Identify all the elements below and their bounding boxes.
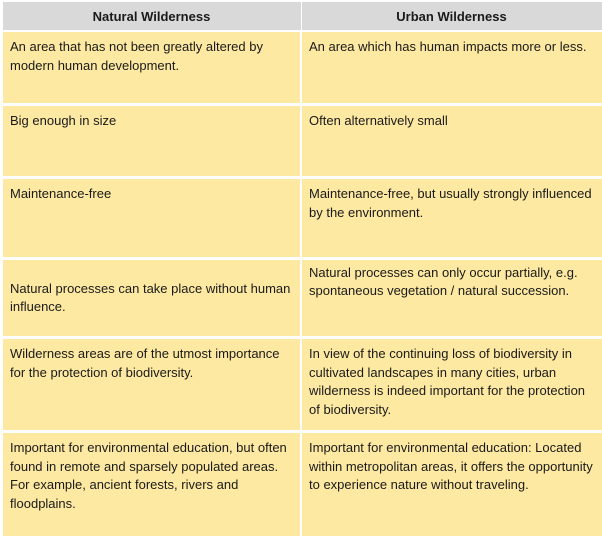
urban-cell: Natural processes can only occur partially, e.g. spontaneous vegetation / natural succession. bbox=[301, 258, 602, 338]
table-row bbox=[2, 258, 602, 338]
comparison-table bbox=[1, 1, 602, 539]
header-urban-wilderness: Urban Wilderness bbox=[301, 2, 602, 32]
urban-cell: Maintenance-free, but usually strongly influenced by the environment. bbox=[301, 178, 602, 259]
natural-cell: Important for environmental education, but often found in remote and sparsely populated areas. For example, ancient forests, rivers and floodplains. bbox=[2, 432, 301, 538]
natural-cell: Big enough in size bbox=[2, 104, 301, 178]
urban-cell: Important for environmental education: Located within metropolitan areas, it offers the opportunity to experience nature without traveling. bbox=[301, 432, 602, 538]
natural-cell: Maintenance-free bbox=[2, 178, 301, 259]
natural-cell: Wilderness areas are of the utmost importance for the protection of biodiversity. bbox=[2, 338, 301, 432]
natural-cell: An area that has not been greatly altered by modern human development. bbox=[2, 31, 301, 104]
table-row bbox=[2, 338, 602, 432]
urban-cell: In view of the continuing loss of biodiversity in cultivated landscapes in many cities, urban wilderness is indeed important for the protection of biodiversity. bbox=[301, 338, 602, 432]
natural-cell: Natural processes can take place without human influence. bbox=[2, 258, 301, 338]
table-row bbox=[2, 178, 602, 259]
header-row bbox=[2, 2, 602, 32]
table-row bbox=[2, 31, 602, 104]
urban-cell: An area which has human impacts more or less. bbox=[301, 31, 602, 104]
urban-cell: Often alternatively small bbox=[301, 104, 602, 178]
header-natural-wilderness: Natural Wilderness bbox=[2, 2, 301, 32]
table-row bbox=[2, 104, 602, 178]
table-row bbox=[2, 432, 602, 538]
